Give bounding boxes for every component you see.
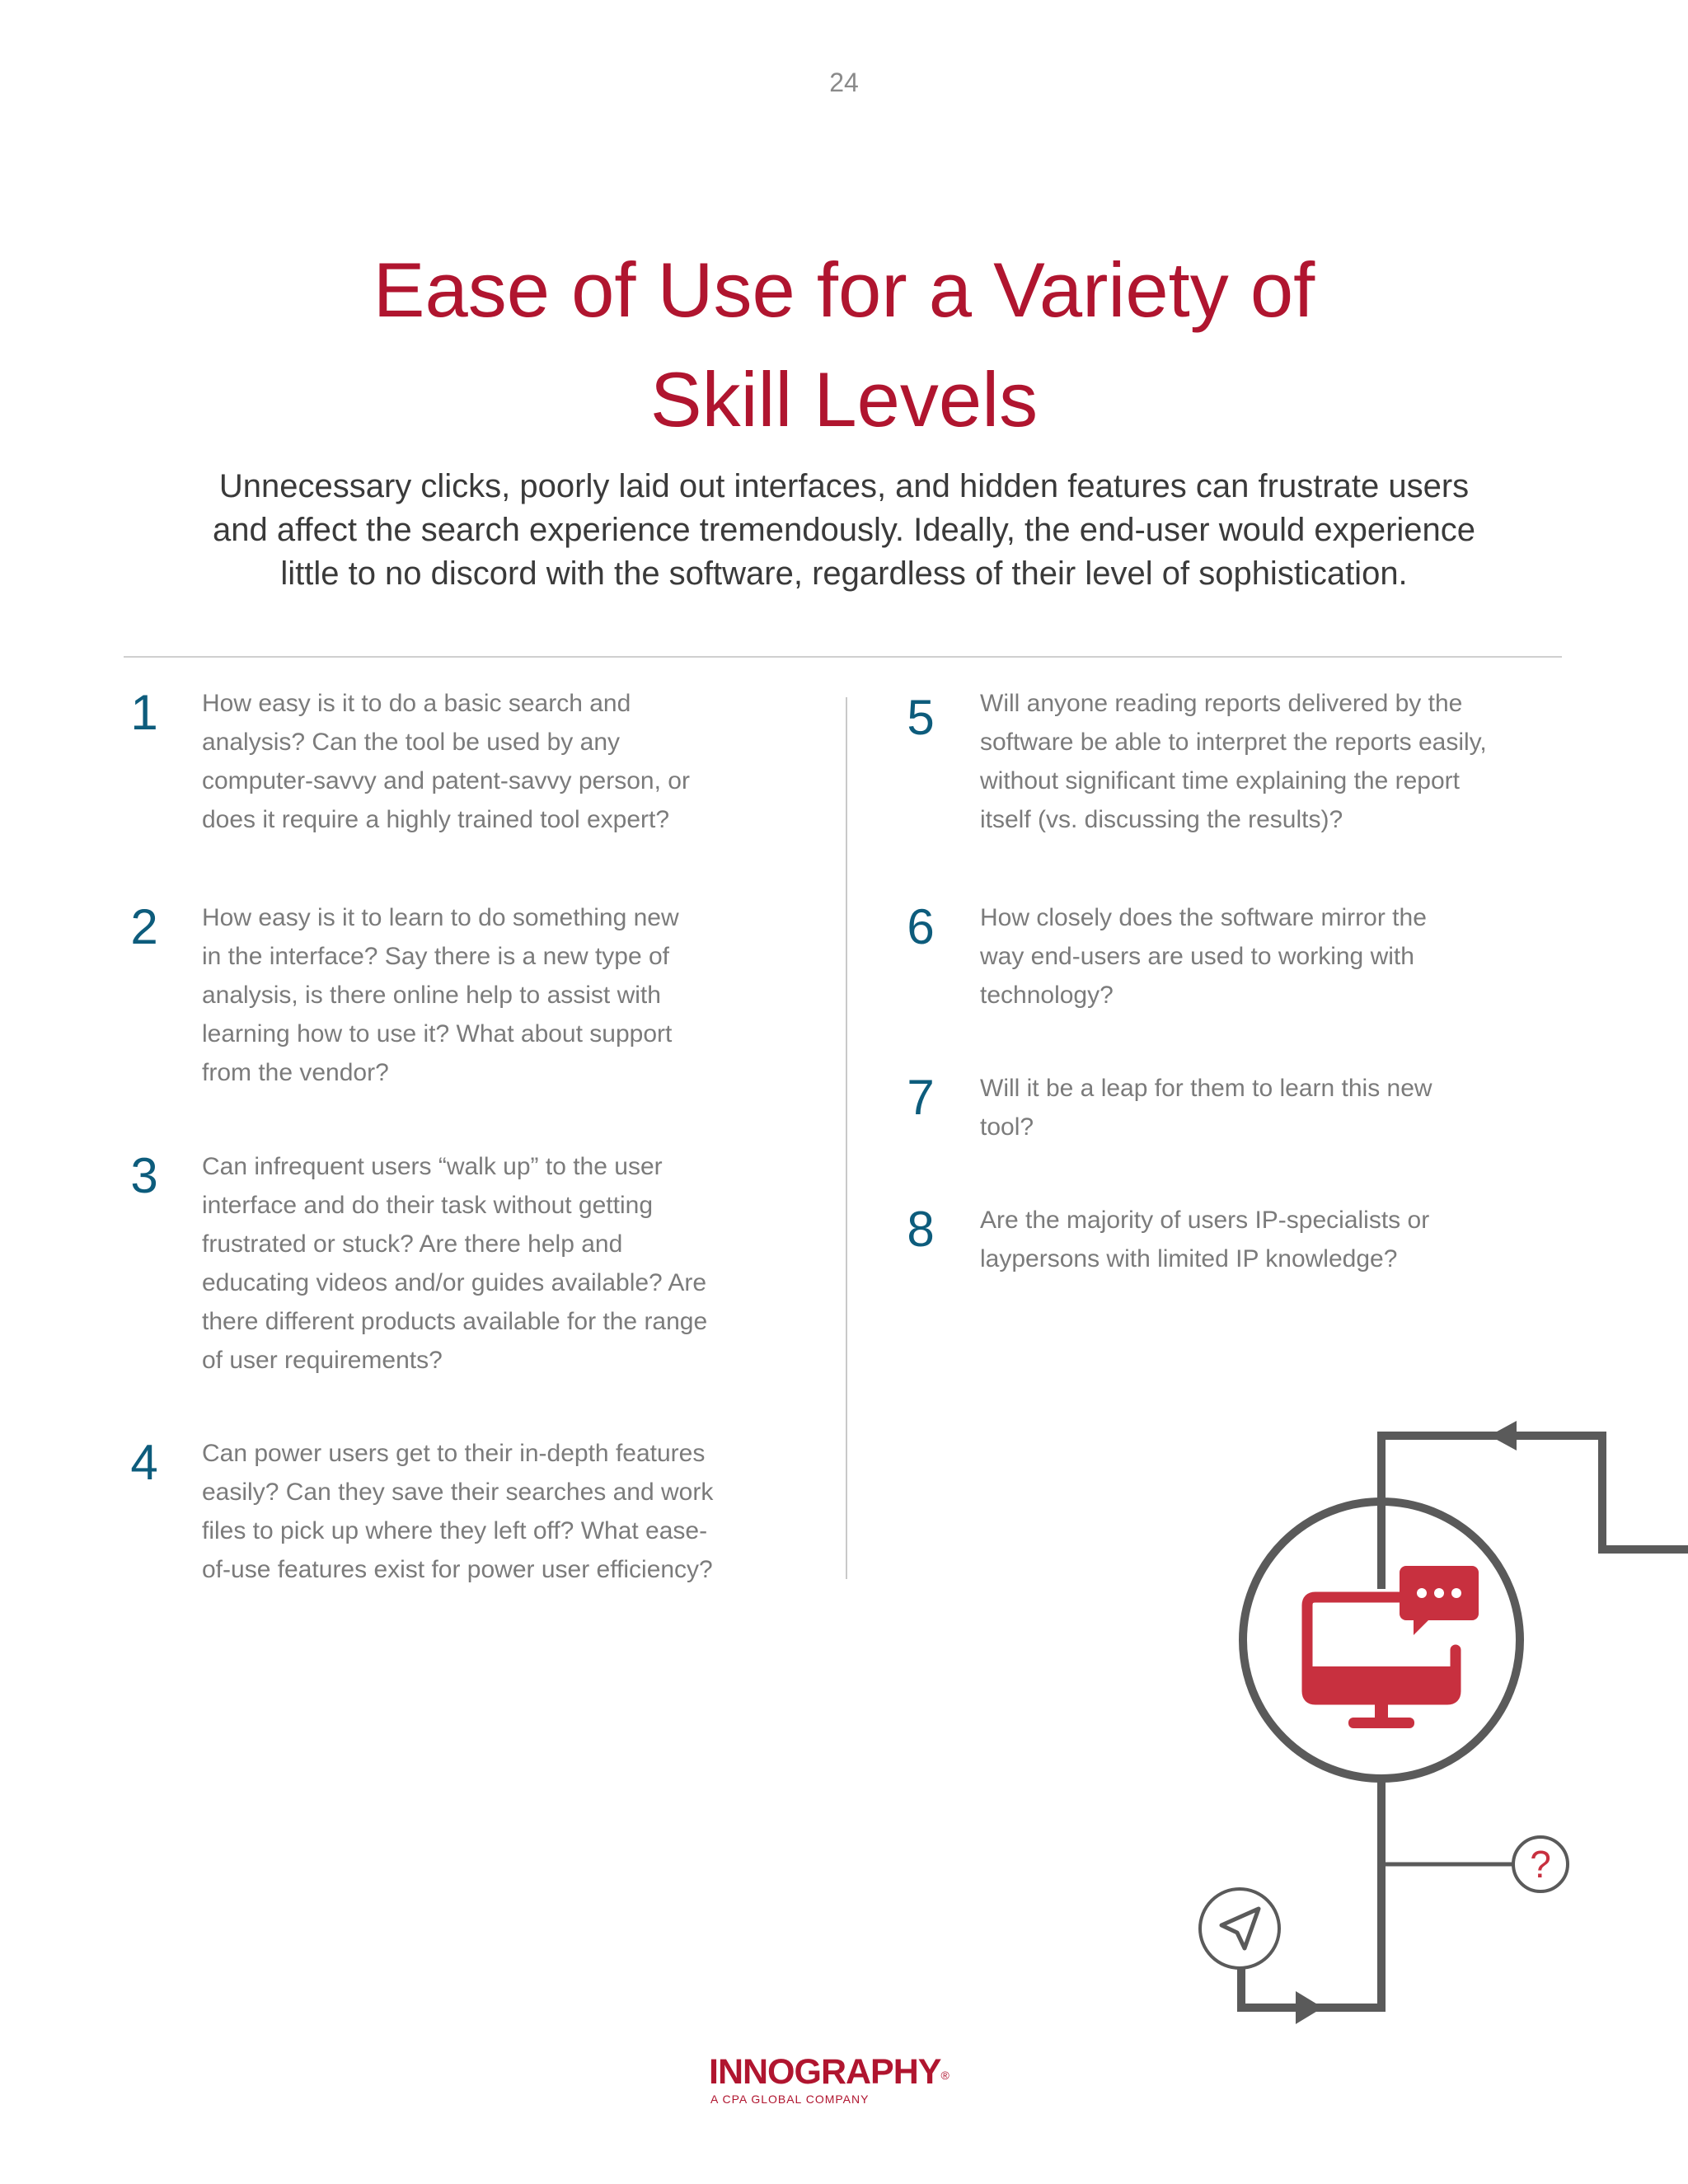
title-line: Skill Levels xyxy=(649,356,1039,443)
question-line: Can power users get to their in-depth features xyxy=(202,1440,706,1467)
question-number: 3 xyxy=(130,1148,158,1203)
question-line: from the vendor? xyxy=(202,1059,389,1086)
question-line: analysis, is there online help to assist with xyxy=(202,982,661,1009)
question-number: 4 xyxy=(130,1435,158,1490)
connector-line-bottom xyxy=(1241,1779,1381,2008)
intro-paragraph xyxy=(119,465,1569,596)
question-text xyxy=(202,898,679,1092)
arrow-left-icon xyxy=(1489,1421,1517,1451)
question-line: without significant time explaining the report xyxy=(980,767,1460,794)
question-line: learning how to use it? What about support xyxy=(202,1020,673,1047)
question-line: technology? xyxy=(980,982,1114,1009)
question-number: 7 xyxy=(907,1070,935,1125)
column-divider xyxy=(846,697,847,1579)
question-line: Can infrequent users “walk up” to the user xyxy=(202,1153,663,1180)
workflow-illustration xyxy=(1154,1401,1688,2044)
question-line: tool? xyxy=(980,1113,1034,1141)
question-line: analysis? Can the tool be used by any xyxy=(202,729,620,756)
question-text xyxy=(980,684,1487,839)
question-text xyxy=(202,684,690,839)
page-number: 24 xyxy=(829,68,859,97)
question-line: computer-savvy and patent-savvy person, or xyxy=(202,767,690,794)
question-text xyxy=(202,1147,707,1380)
question-line: educating videos and/or guides available? Are xyxy=(202,1269,707,1296)
question-line: files to pick up where they left off? What ease- xyxy=(202,1517,708,1544)
question-text xyxy=(980,1069,1432,1146)
question-line: easily? Can they save their searches and work xyxy=(202,1479,714,1506)
logo-brand xyxy=(709,2052,989,2092)
question-number: 6 xyxy=(907,899,935,954)
question-line: Are the majority of users IP-specialists or xyxy=(980,1207,1430,1234)
intro-line: Unnecessary clicks, poorly laid out interfaces, and hidden features can frustrate users xyxy=(218,468,1470,504)
question-number: 5 xyxy=(907,690,935,745)
question-number: 1 xyxy=(130,685,158,740)
question-line: itself (vs. discussing the results)? xyxy=(980,806,1343,833)
question-line: laypersons with limited IP knowledge? xyxy=(980,1245,1398,1272)
question-line: software be able to interpret the reports easily, xyxy=(980,729,1487,756)
company-logo xyxy=(709,2052,989,2107)
question-text xyxy=(980,898,1427,1015)
question-line: Will anyone reading reports delivered by the xyxy=(980,690,1463,717)
question-line: Will it be a leap for them to learn this new xyxy=(980,1075,1432,1102)
arrow-right-icon xyxy=(1296,1991,1323,2024)
logo-tagline: A CPA GLOBAL COMPANY xyxy=(710,2093,870,2106)
question-line: of-use features exist for power user efficiency? xyxy=(202,1556,713,1583)
question-line: interface and do their task without getting xyxy=(202,1192,654,1219)
question-line: of user requirements? xyxy=(202,1347,443,1374)
question-line: How easy is it to learn to do something new xyxy=(202,904,679,931)
question-mark-symbol: ? xyxy=(1530,1843,1551,1886)
question-line: frustrated or stuck? Are there help and xyxy=(202,1230,623,1258)
question-line: does it require a highly trained tool expert? xyxy=(202,806,670,833)
question-line: How closely does the software mirror the xyxy=(980,904,1427,931)
section-divider xyxy=(124,656,1562,658)
title-line: Ease of Use for a Variety of xyxy=(373,246,1315,333)
question-line: way end-users are used to working with xyxy=(980,943,1414,970)
question-line: there different products available for the range xyxy=(202,1308,708,1335)
computer-chat-icon xyxy=(1307,1566,1479,1728)
logo-brand-text: INNOGRAPHY xyxy=(709,2052,941,2092)
question-text xyxy=(980,1201,1429,1278)
question-number: 2 xyxy=(130,899,158,954)
intro-line: little to no discord with the software, regardless of their level of sophistication. xyxy=(280,555,1408,592)
intro-line: and affect the search experience tremendously. Ideally, the end-user would experience xyxy=(212,512,1476,548)
question-text xyxy=(202,1434,713,1589)
question-number: 8 xyxy=(907,1202,935,1257)
page-title xyxy=(185,235,1503,454)
question-line: in the interface? Say there is a new type of xyxy=(202,943,669,970)
registered-mark: ® xyxy=(940,2069,949,2082)
question-line: How easy is it to do a basic search and xyxy=(202,690,631,717)
